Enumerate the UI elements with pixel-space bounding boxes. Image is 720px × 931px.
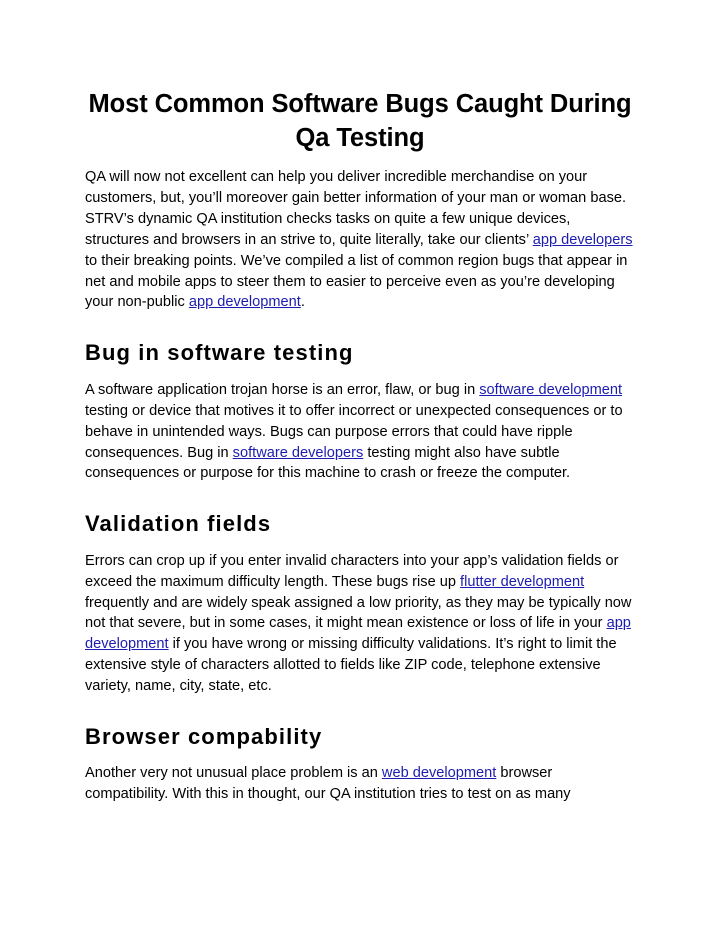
paragraph-validation-fields — [85, 551, 635, 697]
link-web-development[interactable]: web development — [381, 765, 497, 782]
text-run: Errors can crop up if you enter invalid characters into your app’s validation fields or exceed the maximum difficulty length. These bugs rise up — [85, 552, 619, 590]
paragraph-bug-in-software-testing — [85, 380, 635, 484]
page-title: Most Common Software Bugs Caught During Qa Testing — [88, 90, 632, 152]
section-bug-in-software-testing — [85, 339, 635, 484]
link-flutter-development[interactable]: flutter development — [460, 573, 585, 590]
heading-browser-compability: Browser compability — [85, 723, 323, 749]
text-run: testing or device that motives it to offer incorrect or unexpected consequences or to behave in unintended ways. Bugs can purpose errors that could have ripple consequences. Bug in — [85, 402, 623, 461]
section-intro — [85, 167, 635, 313]
paragraph-browser-compability — [85, 763, 635, 805]
paragraph-intro — [85, 167, 635, 313]
heading-bug-in-software-testing: Bug in software testing — [85, 340, 354, 366]
link-software-developers[interactable]: software developers — [232, 444, 364, 461]
link-app-developers[interactable]: app developers — [532, 231, 633, 248]
text-run: A software application trojan horse is an error, flaw, or bug in — [85, 381, 480, 398]
text-run: . — [300, 294, 305, 311]
text-run: frequently and are widely speak assigned a low priority, as they may be typically now not that severe, but in some cases, it might mean existence or loss of life in your — [85, 594, 632, 632]
text-run: to their breaking points. We’ve compiled a list of common region bugs that appear in net and mobile apps to steer them to easier to perceive even as you’re developing your non-public — [85, 252, 628, 311]
text-run: Another very not unusual place problem is an — [85, 765, 382, 782]
link-software-development[interactable]: software development — [479, 381, 623, 398]
text-run: testing might also have subtle consequences or purpose for this machine to crash or freeze the computer. — [85, 444, 571, 482]
link-app-development[interactable]: app development — [188, 294, 301, 311]
text-run: if you have wrong or missing difficulty validations. It’s right to limit the extensive style of characters allotted to fields like ZIP code, telephone extensive variety, name, city, state, etc. — [85, 636, 617, 694]
link-app-development-2[interactable]: app development — [85, 615, 631, 653]
section-browser-compability — [85, 723, 635, 805]
text-run: browser compatibility. With this in thought, our QA institution tries to test on as many — [85, 765, 571, 803]
heading-validation-fields: Validation fields — [85, 511, 272, 537]
text-run: QA will now not excellent can help you deliver incredible merchandise on your customers, but, you’ll moreover gain better information of your man or woman base. STRV’s dynamic QA institution checks tasks on quite a few unique devices, structures and browsers in an strive to, quite literally, take our clients’ — [85, 169, 627, 248]
document-body — [85, 167, 635, 805]
section-validation-fields — [85, 510, 635, 697]
